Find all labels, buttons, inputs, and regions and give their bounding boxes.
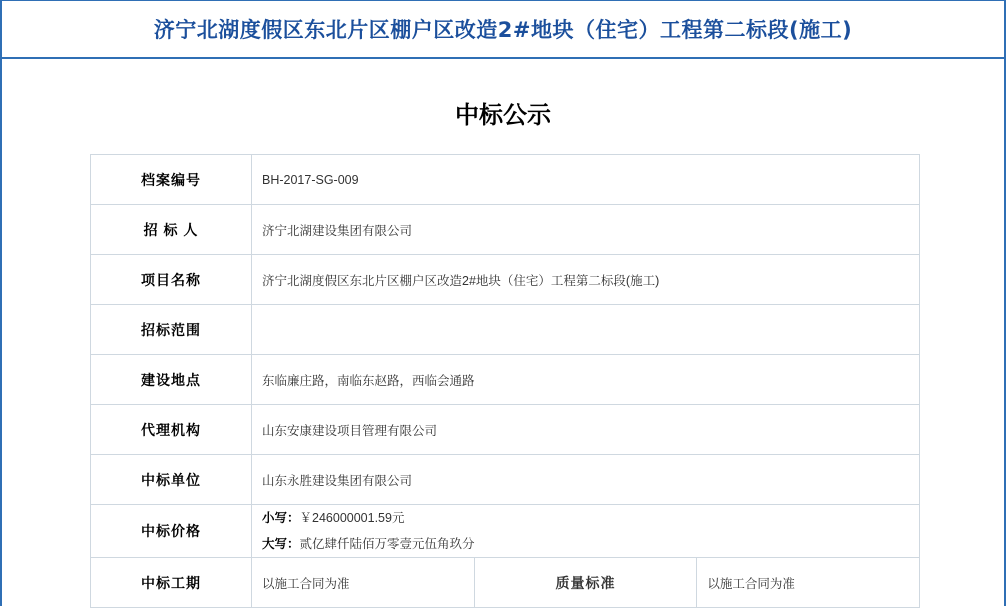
table-row-price: [91, 505, 920, 558]
info-table-wrapper: [2, 154, 1004, 608]
bid-info-table: [90, 154, 920, 608]
bid-price-lowercase-prefix: 小写：: [262, 511, 300, 525]
row-label-winner: 中标单位: [91, 455, 252, 505]
row-value-location: 东临廉庄路，南临东赵路，西临会通路: [252, 355, 920, 405]
row-label-archive-no: 档案编号: [91, 155, 252, 205]
row-value-bid-scope: [252, 305, 920, 355]
row-label-bid-price: 中标价格: [91, 505, 252, 558]
bid-price-uppercase-prefix: 大写：: [262, 537, 300, 551]
row-label-agency: 代理机构: [91, 405, 252, 455]
row-value-quality-standard: 以施工合同为准: [697, 558, 920, 608]
row-value-archive-no: BH-2017-SG-009: [252, 155, 920, 205]
table-row: [91, 355, 920, 405]
row-label-tenderer: 招 标 人: [91, 205, 252, 255]
row-label-bid-scope: 招标范围: [91, 305, 252, 355]
table-row: [91, 305, 920, 355]
page-title: 中标公示: [455, 100, 551, 129]
row-value-tenderer: 济宁北湖建设集团有限公司: [252, 205, 920, 255]
row-label-location: 建设地点: [91, 355, 252, 405]
row-label-quality-standard: 质量标准: [474, 558, 697, 608]
row-value-duration: 以施工合同为准: [252, 558, 475, 608]
bid-price-lowercase: [262, 505, 909, 531]
row-value-project-name: 济宁北湖度假区东北片区棚户区改造2#地块（住宅）工程第二标段(施工): [252, 255, 920, 305]
row-value-agency: 山东安康建设项目管理有限公司: [252, 405, 920, 455]
row-label-project-name: 项目名称: [91, 255, 252, 305]
banner-title: 济宁北湖度假区东北片区棚户区改造2#地块（住宅）工程第二标段(施工): [153, 18, 853, 42]
row-value-bid-price: [252, 505, 920, 558]
table-row: [91, 155, 920, 205]
banner: [2, 1, 1004, 59]
row-label-duration: 中标工期: [91, 558, 252, 608]
bid-price-uppercase-value: 贰亿肆仟陆佰万零壹元伍角玖分: [299, 537, 475, 551]
table-row: [91, 205, 920, 255]
bid-price-lowercase-value: ￥246000001.59元: [299, 511, 405, 525]
table-row-duration: [91, 558, 920, 608]
table-row: [91, 455, 920, 505]
bid-price-uppercase: [262, 531, 909, 557]
row-value-winner: 山东永胜建设集团有限公司: [252, 455, 920, 505]
table-row: [91, 255, 920, 305]
table-row: [91, 405, 920, 455]
